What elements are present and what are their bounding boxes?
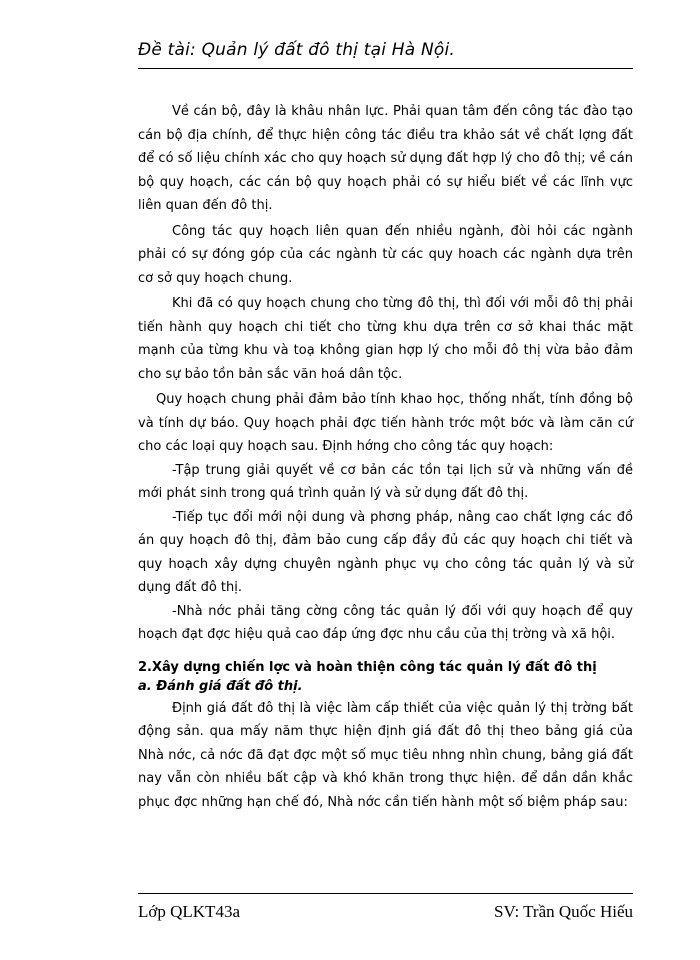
- subsection-heading: a. Đánh giá đất đô thị.: [138, 678, 303, 694]
- paragraph-detailed-planning: Khi đã có quy hoạch chung cho từng đô thị, thì đối với mỗi đô thị phải tiến hành quy hoạch chi tiết cho từng khu dựa trên cơ sở khai thác mặt mạnh của từng khu và toạ không gian hợp lý cho mỗi đô thị vừa bảo đảm cho sự bảo tồn bản sắc văn hoá dân tộc.: [138, 296, 633, 382]
- paragraph-land-valuation: Định giá đất đô thị là việc làm cấp thiết của việc quản lý thị trờng bất động sản. qua mấy năm thực hiện định giá đất đô thị theo bảng giá của Nhà nớc, cả nớc đã đạt đợc một số mục tiêu nhng nhìn chung, bảng giá đất nay vẫn còn nhiều bất cập và khó khăn trong thực hiện. để dần dần khắc phục đợc những hạn chế đó, Nhà nớc cần tiến hành một số biệm pháp sau:: [138, 700, 633, 810]
- bullet-resolve-issues: -Tập trung giải quyết về cơ bản các tồn tại lịch sử và những vấn đề mới phát sinh trong quá trình quản lý và sử dụng đất đô thị.: [138, 462, 633, 501]
- footer-student: SV: Trần Quốc Hiếu: [494, 902, 633, 921]
- paragraph-general-planning: Quy hoạch chung phải đảm bảo tính khao học, thống nhất, tính đồng bộ và tính dự báo. Quy hoạch phải đợc tiến hành trớc một bớc và làm căn cứ cho các loại quy hoạch sau. Định hớng cho công tác quy hoạch:: [138, 392, 633, 454]
- section-heading: 2.Xây dựng chiến lợc và hoàn thiện công tác quản lý đất đô thị: [138, 659, 597, 675]
- page-header-title: Đề tài: Quản lý đất đô thị tại Hà Nội.: [138, 40, 456, 60]
- page-footer: [138, 902, 633, 922]
- bullet-innovate-content: -Tiếp tục đổi mới nội dung và phơng pháp, nâng cao chất lợng các đồ án quy hoạch đô thị, đảm bảo cung cấp đầy đủ các quy hoạch chi tiết và quy hoạch xây dựng chuyên ngành phục vụ cho công tác quản lý và sử dụng đất đô thị.: [138, 509, 633, 595]
- footer-divider: [138, 893, 633, 894]
- footer-class: Lớp QLKT43a: [138, 902, 240, 921]
- bullet-state-management: -Nhà nớc phải tăng cờng công tác quản lý đối với quy hoạch để quy hoạch đạt đợc hiệu quả cao đáp ứng đợc nhu cầu của thị trờng và xã hội.: [138, 603, 633, 642]
- header-divider: [138, 68, 633, 69]
- paragraph-staff: Về cán bộ, đây là khâu nhân lực. Phải quan tâm đến công tác đào tạo cán bộ địa chính, để thực hiện công tác điều tra khảo sát về chất lợng đất để có số liệu chính xác cho quy hoạch sử dụng đất hợp lý cho đô thị; về cán bộ quy hoạch, các cán bộ quy hoạch phải có sự hiểu biết về các lĩnh vực liên quan đến đô thị.: [138, 104, 633, 213]
- paragraph-sectors: Công tác quy hoạch liên quan đến nhiều ngành, đòi hỏi các ngành phải có sự đóng góp của các ngành từ các quy hoach các ngành dựa trên cơ sở quy hoạch chung.: [138, 223, 633, 286]
- document-body: [138, 100, 633, 814]
